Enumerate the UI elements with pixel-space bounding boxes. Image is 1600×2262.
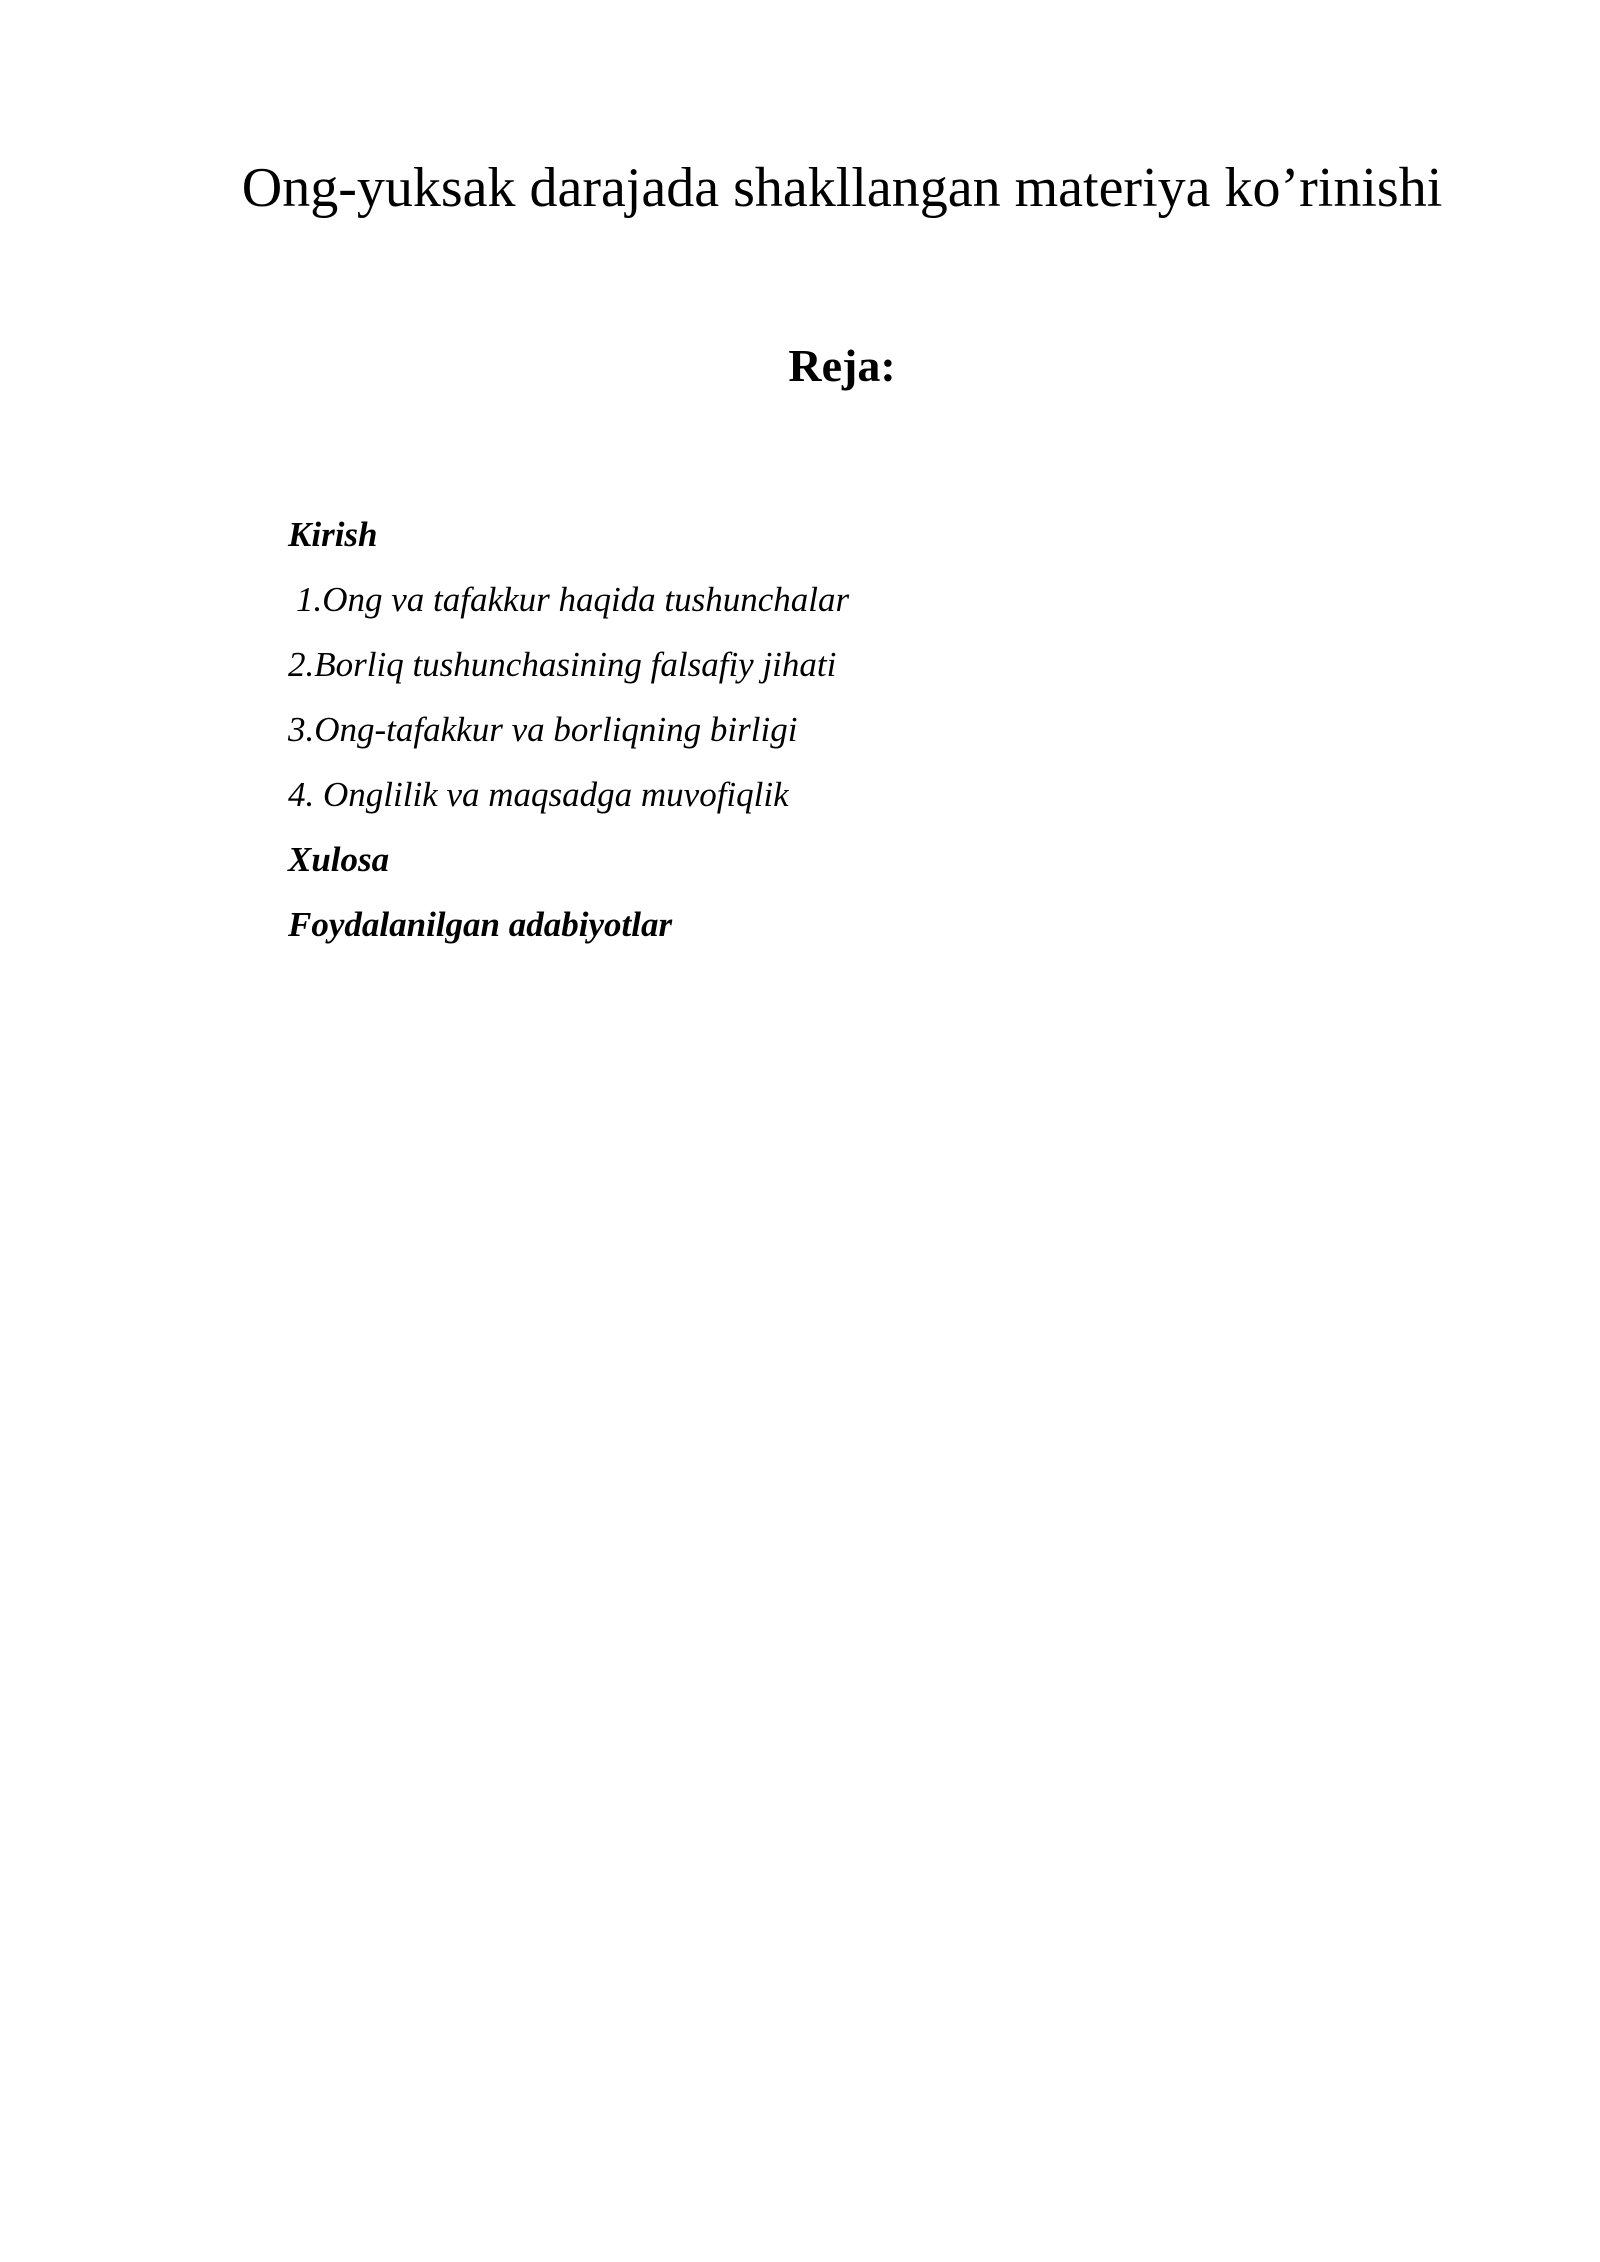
plan-item-1: 1.Ong va tafakkur haqida tushunchalar (296, 580, 850, 619)
plan-item-references: Foydalanilgan adabiyotlar (288, 905, 673, 944)
plan-item-3: 3.Ong-tafakkur va borliqning birligi (288, 710, 798, 749)
page-title: Ong-yuksak darajada shakllangan materiya ko’rinishi (241, 157, 1443, 219)
plan-item-4: 4. Onglilik va maqsadga muvofiqlik (288, 775, 789, 814)
plan-item-2: 2.Borliq tushunchasining falsafiy jihati (288, 645, 837, 684)
plan-item-introduction: Kirish (288, 515, 378, 554)
plan-heading: Reja: (788, 340, 896, 391)
plan-list (288, 502, 849, 957)
plan-item-conclusion: Xulosa (288, 840, 390, 879)
